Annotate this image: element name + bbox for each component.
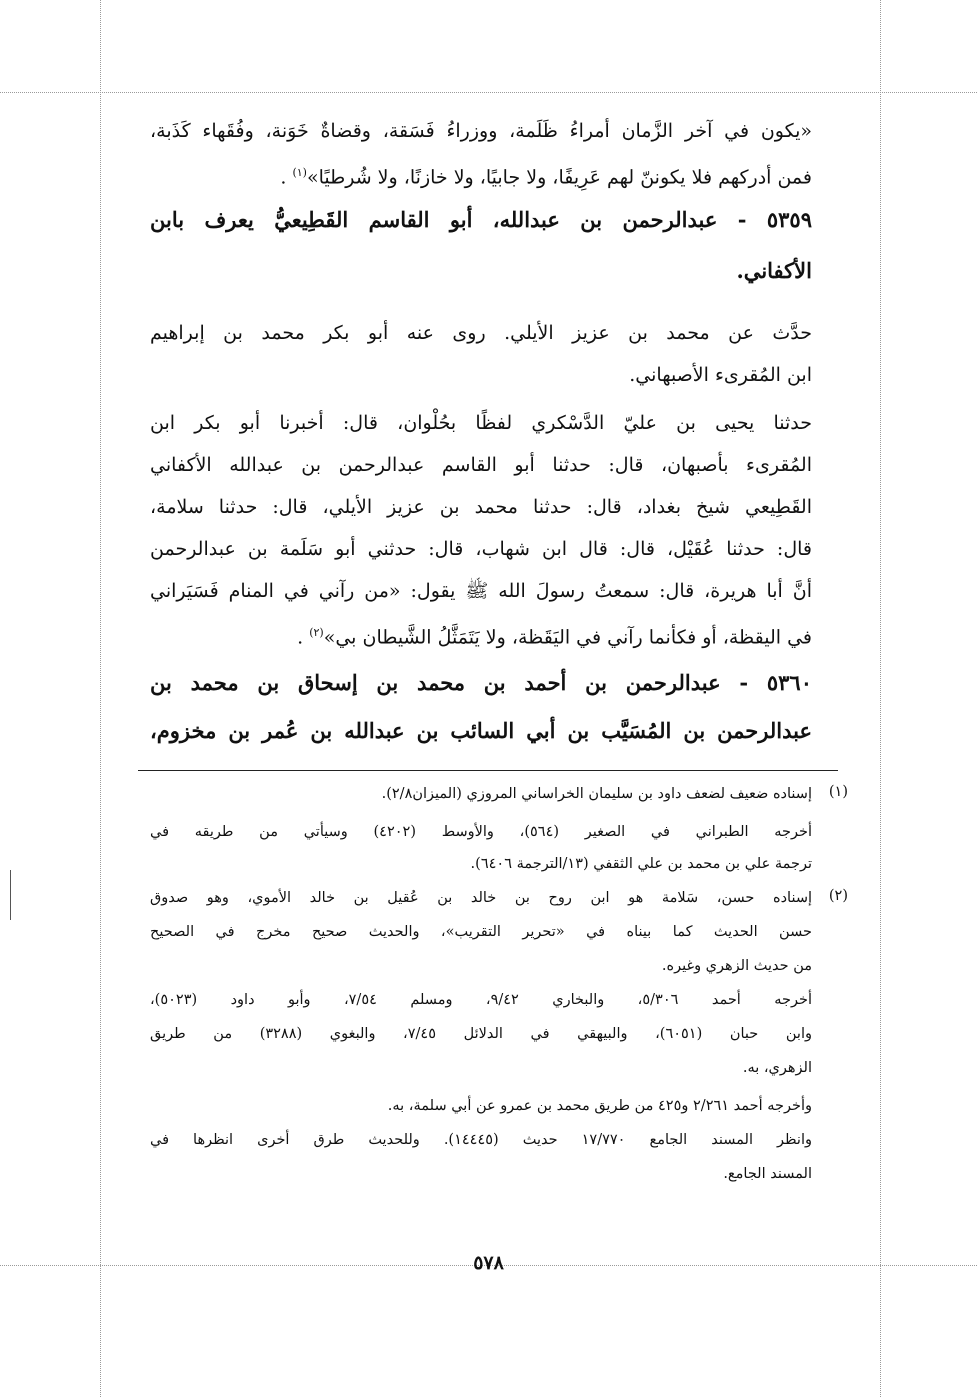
prev-entry-line: «يكون في آخر الزَّمان أمراءُ ظَلَمة، ووزراءُ فَسَقة، وقضاةٌ خَوَنة، وفُقَهاء كَذَبة، bbox=[150, 120, 812, 142]
footnote-line: وانظر المسند الجامع ١٧/٧٧٠ حديث (١٤٤٤٥). وللحديث طرق أخرى انظرها في bbox=[150, 1132, 813, 1148]
prev-entry-line: فمن أدركهم فلا يكوننّ لهم عَرِيفًا، ولا جابيًا، ولا خازنًا، ولا شُرطيًا»$^{(١)}$ . bbox=[280, 166, 812, 189]
paragraph-line: حدَّث عن محمد بن عزيز الأيلي. روى عنه أبو بكر محمد بن إبراهيم bbox=[150, 322, 812, 344]
footnote-number: (٢) bbox=[828, 888, 848, 904]
page-number: ٥٧٨ bbox=[473, 1252, 504, 1274]
footnote-line: من حديث الزهري وغيره. bbox=[661, 958, 812, 974]
scan-guide-line bbox=[100, 0, 101, 1397]
paragraph-line: ابن المُقرىء الأصبهاني. bbox=[629, 364, 812, 386]
footnote-line: وأخرجه أحمد ٢/٢٦١ و٤٢٥ من طريق محمد بن عمرو عن أبي سلمة، به. bbox=[387, 1098, 812, 1114]
paragraph-line: قال: حدثنا عُقَيْل، قال: قال ابن شهاب، قال: حدثني أبو سَلَمة بن عبدالرحمن bbox=[150, 538, 812, 560]
entry-heading-5360: ٥٣٦٠ - عبدالرحمن بن أحمد بن محمد بن إسحاق بن محمد بن bbox=[150, 670, 812, 695]
scan-guide-line bbox=[880, 0, 881, 1397]
footnote-line: ترجمة علي بن محمد بن علي الثقفي (١٣/الترجمة ٦٤٠٦). bbox=[470, 856, 812, 872]
paragraph-line: أنَّ أبا هريرة، قال: سمعتُ رسولَ الله ﷺ يقول: «من رآني في المنام فَسَيَراني bbox=[150, 580, 812, 602]
footnote-line: إسناده حسن، سَلامة هو ابن روح بن خالد بن عُقيل بن خالد الأموي، وهو صدوق bbox=[150, 890, 812, 906]
scan-guide-line bbox=[0, 92, 977, 93]
paragraph-line: في اليقظة، أو فكأنما رآني في اليَقَظة، ولا يَتَمَثَّلُ الشَّيطان بي»$^{(٢)}$ . bbox=[297, 626, 812, 649]
entry-heading-5359: ٥٣٥٩ - عبدالرحمن بن عبدالله، أبو القاسم القَطِيعيُّ يعرف بابن bbox=[150, 207, 812, 232]
entry-heading-5359: الأكفاني. bbox=[736, 258, 812, 283]
footnote-line: المسند الجامع. bbox=[723, 1166, 812, 1182]
footnote-ref: (٢) bbox=[309, 626, 324, 639]
footnote-separator bbox=[138, 770, 838, 771]
footnote-line: حسن الحديث كما بيناه في «تحرير التقريب»، والحديث صحيح مخرج في الصحيح bbox=[150, 924, 812, 940]
paragraph-line: حدثنا يحيى بن عليّ الدَّسْكري لفظًا بحُلْوان، قال: أخبرنا أبو بكر ابن bbox=[150, 412, 812, 434]
paragraph-line: المُقرىء بأصبهان، قال: حدثنا أبو القاسم عبدالرحمن بن عبدالله الأكفاني bbox=[150, 454, 813, 476]
footnote-ref: (١) bbox=[292, 166, 307, 179]
footnote-line: أخرجه الطبراني في الصغير (٥٦٤)، والأوسط (٤٢٠٢) وسيأتي من طريقه في bbox=[150, 824, 812, 840]
paragraph-line: القَطِيعي شيخ بغداد، قال: حدثنا محمد بن عزيز الأيلي، قال: حدثنا سلامة، bbox=[150, 496, 812, 518]
footnote-line: الزهري، به. bbox=[742, 1060, 812, 1076]
scan-artifact bbox=[10, 870, 11, 920]
entry-heading-5360: عبدالرحمن بن المُسَيَّب بن أبي السائب بن عبدالله بن عُمر بن مخزوم، bbox=[150, 718, 812, 743]
footnote-line: إسناده ضعيف لضعف داود بن سليمان الخراساني المروزي (الميزان٢/٨). bbox=[381, 786, 812, 802]
footnote-number: (١) bbox=[828, 784, 848, 800]
footnote-line: أخرجه أحمد ٥/٣٠٦، والبخاري ٩/٤٢، ومسلم ٧/٥٤، وأبو داود (٥٠٢٣)، bbox=[150, 992, 812, 1008]
footnote-line: وابن حبان (٦٠٥١)، والبيهقي في الدلائل ٧/٤٥، والبغوي (٣٢٨٨) من طريق bbox=[150, 1026, 812, 1042]
